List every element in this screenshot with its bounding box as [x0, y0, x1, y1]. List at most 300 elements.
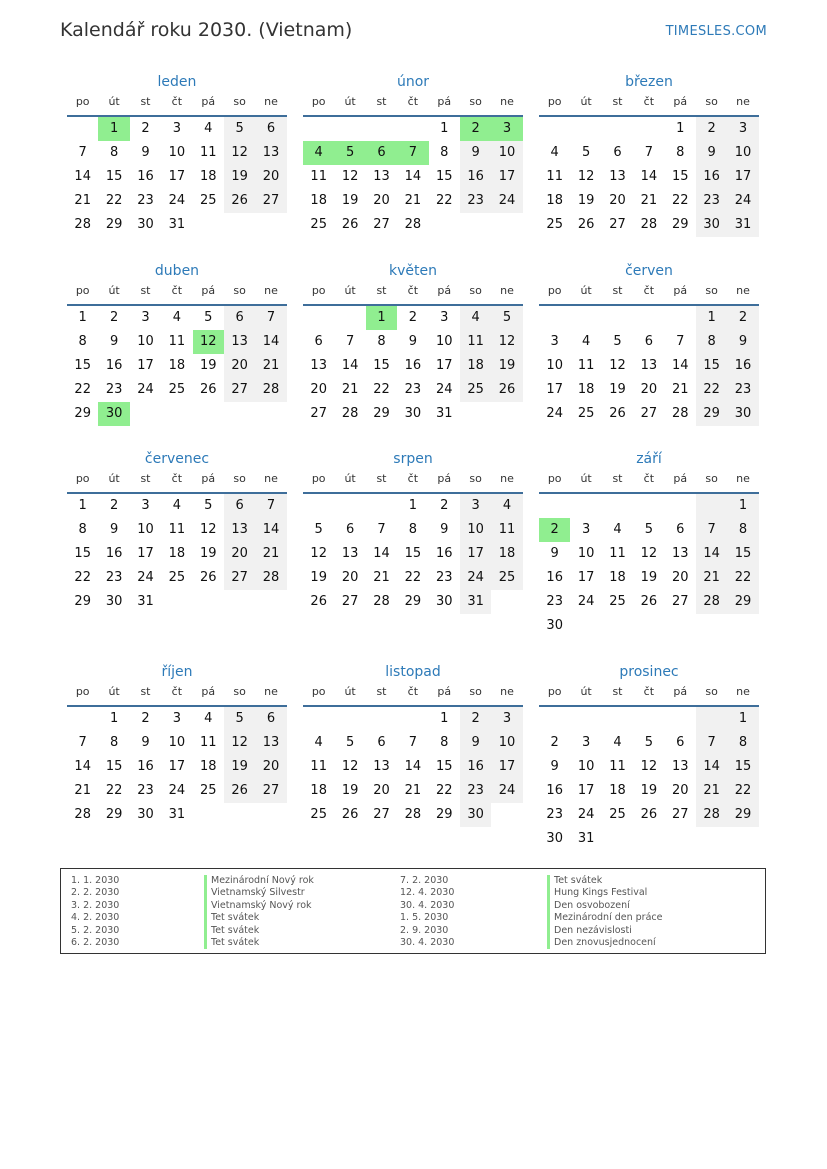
day-cell[interactable]: 30 [435, 594, 453, 609]
day-cell[interactable]: 18 [310, 193, 327, 208]
day-cell[interactable]: 13 [255, 731, 286, 755]
day-cell[interactable]: 8 [676, 145, 685, 160]
day-cell[interactable]: 18 [577, 382, 595, 397]
day-cell[interactable]: 16 [137, 759, 154, 774]
day-cell[interactable]: 11 [546, 169, 563, 184]
day-cell[interactable]: 12 [224, 141, 255, 165]
day-cell[interactable]: 30 [460, 803, 491, 827]
day-cell[interactable]: 21 [696, 566, 727, 590]
day-cell[interactable]: 10 [491, 731, 522, 755]
day-cell[interactable]: 19 [224, 165, 255, 189]
day-cell[interactable]: 18 [168, 546, 186, 561]
day-cell[interactable]: 3 [172, 121, 181, 136]
day-cell[interactable]: 20 [255, 755, 286, 779]
day-cell[interactable]: 26 [199, 570, 217, 585]
day-cell[interactable]: 18 [609, 783, 626, 798]
day-cell[interactable]: 20 [255, 165, 286, 189]
day-cell[interactable]: 25 [168, 570, 186, 585]
day-cell[interactable]: 3 [141, 498, 150, 513]
day-cell[interactable]: 16 [546, 783, 563, 798]
day-cell[interactable]: 8 [440, 735, 449, 750]
day-cell[interactable]: 26 [577, 217, 595, 232]
day-cell[interactable]: 9 [109, 522, 119, 537]
day-cell[interactable]: 28 [373, 594, 390, 609]
day-cell[interactable]: 1 [366, 306, 397, 330]
day-cell[interactable]: 2 [408, 310, 417, 325]
day-cell[interactable]: 11 [199, 145, 217, 160]
day-cell[interactable]: 1 [440, 711, 449, 726]
day-cell[interactable]: 26 [640, 594, 658, 609]
day-cell[interactable]: 11 [168, 522, 186, 537]
day-cell[interactable]: 22 [105, 193, 123, 208]
day-cell[interactable]: 2 [539, 518, 570, 542]
day-cell[interactable]: 21 [255, 354, 286, 378]
day-cell[interactable]: 24 [137, 570, 154, 585]
day-cell[interactable]: 7 [377, 522, 386, 537]
day-cell[interactable]: 2 [696, 117, 727, 141]
day-cell[interactable]: 8 [109, 145, 119, 160]
day-cell[interactable]: 4 [172, 310, 181, 325]
day-cell[interactable]: 1 [98, 117, 129, 141]
day-cell[interactable]: 24 [168, 783, 186, 798]
day-cell[interactable]: 25 [460, 378, 491, 402]
day-cell[interactable]: 17 [168, 169, 186, 184]
day-cell[interactable]: 18 [199, 169, 217, 184]
day-cell[interactable]: 7 [644, 145, 653, 160]
day-cell[interactable]: 25 [546, 217, 563, 232]
day-cell[interactable]: 5 [644, 522, 653, 537]
day-cell[interactable]: 19 [310, 570, 327, 585]
day-cell[interactable]: 14 [404, 169, 422, 184]
day-cell[interactable]: 26 [609, 406, 626, 421]
day-cell[interactable]: 13 [310, 358, 327, 373]
day-cell[interactable]: 3 [727, 117, 758, 141]
day-cell[interactable]: 18 [460, 354, 491, 378]
day-cell[interactable]: 25 [609, 807, 626, 822]
day-cell[interactable]: 4 [172, 498, 181, 513]
day-cell[interactable]: 26 [491, 378, 522, 402]
day-cell[interactable]: 25 [577, 406, 595, 421]
day-cell[interactable]: 2 [141, 121, 150, 136]
day-cell[interactable]: 3 [581, 522, 591, 537]
day-cell[interactable]: 28 [341, 406, 359, 421]
day-cell[interactable]: 28 [404, 807, 422, 822]
day-cell[interactable]: 11 [460, 330, 491, 354]
day-cell[interactable]: 20 [640, 382, 658, 397]
day-cell[interactable]: 24 [727, 189, 758, 213]
day-cell[interactable]: 3 [141, 310, 150, 325]
day-cell[interactable]: 9 [141, 145, 150, 160]
day-cell[interactable]: 25 [310, 807, 327, 822]
day-cell[interactable]: 16 [546, 570, 563, 585]
day-cell[interactable]: 8 [377, 334, 386, 349]
day-cell[interactable]: 4 [204, 121, 213, 136]
day-cell[interactable]: 26 [341, 217, 359, 232]
day-cell[interactable]: 26 [310, 594, 327, 609]
day-cell[interactable]: 2 [550, 735, 559, 750]
day-cell[interactable]: 16 [460, 755, 491, 779]
day-cell[interactable]: 6 [676, 735, 685, 750]
day-cell[interactable]: 23 [435, 570, 453, 585]
day-cell[interactable]: 6 [613, 145, 622, 160]
day-cell[interactable]: 5 [314, 522, 323, 537]
day-cell[interactable]: 28 [640, 217, 658, 232]
day-cell[interactable]: 7 [696, 518, 727, 542]
day-cell[interactable]: 28 [696, 590, 727, 614]
day-cell[interactable]: 5 [204, 310, 213, 325]
day-cell[interactable]: 27 [373, 807, 390, 822]
day-cell[interactable]: 13 [224, 330, 255, 354]
day-cell[interactable]: 15 [435, 759, 453, 774]
day-cell[interactable]: 24 [460, 566, 491, 590]
day-cell[interactable]: 24 [491, 189, 522, 213]
day-cell[interactable]: 8 [78, 522, 87, 537]
day-cell[interactable]: 22 [74, 570, 91, 585]
day-cell[interactable]: 12 [341, 169, 359, 184]
day-cell[interactable]: 10 [168, 145, 186, 160]
day-cell[interactable]: 4 [550, 145, 559, 160]
day-cell[interactable]: 17 [491, 755, 522, 779]
day-cell[interactable]: 15 [696, 354, 727, 378]
day-cell[interactable]: 23 [404, 382, 422, 397]
day-cell[interactable]: 10 [168, 735, 186, 750]
day-cell[interactable]: 2 [109, 310, 119, 325]
day-cell[interactable]: 7 [255, 306, 286, 330]
day-cell[interactable]: 5 [491, 306, 522, 330]
day-cell[interactable]: 23 [105, 382, 123, 397]
day-cell[interactable]: 1 [727, 494, 758, 518]
day-cell[interactable]: 15 [74, 358, 91, 373]
day-cell[interactable]: 2 [440, 498, 449, 513]
day-cell[interactable]: 9 [109, 334, 119, 349]
day-cell[interactable]: 10 [577, 546, 595, 561]
day-cell[interactable]: 3 [440, 310, 449, 325]
brand-logo[interactable]: TIMESLES.COM [665, 24, 767, 39]
day-cell[interactable]: 17 [546, 382, 563, 397]
day-cell[interactable]: 29 [105, 217, 123, 232]
day-cell[interactable]: 12 [609, 358, 626, 373]
day-cell[interactable]: 6 [255, 117, 286, 141]
day-cell[interactable]: 1 [78, 310, 87, 325]
day-cell[interactable]: 8 [727, 731, 758, 755]
day-cell[interactable]: 9 [460, 141, 491, 165]
day-cell[interactable]: 20 [341, 570, 359, 585]
day-cell[interactable]: 20 [609, 193, 626, 208]
day-cell[interactable]: 23 [137, 193, 154, 208]
day-cell[interactable]: 26 [640, 807, 658, 822]
day-cell[interactable]: 10 [491, 141, 522, 165]
day-cell[interactable]: 6 [224, 306, 255, 330]
day-cell[interactable]: 29 [105, 807, 123, 822]
day-cell[interactable]: 19 [640, 783, 658, 798]
day-cell[interactable]: 18 [310, 783, 327, 798]
day-cell[interactable]: 7 [255, 494, 286, 518]
day-cell[interactable]: 5 [334, 141, 365, 165]
day-cell[interactable]: 28 [696, 803, 727, 827]
day-cell[interactable]: 27 [224, 378, 255, 402]
day-cell[interactable]: 24 [546, 406, 563, 421]
day-cell[interactable]: 29 [727, 590, 758, 614]
day-cell[interactable]: 11 [199, 735, 217, 750]
day-cell[interactable]: 1 [696, 306, 727, 330]
day-cell[interactable]: 22 [696, 378, 727, 402]
day-cell[interactable]: 19 [199, 546, 217, 561]
day-cell[interactable]: 14 [640, 169, 658, 184]
day-cell[interactable]: 26 [224, 779, 255, 803]
day-cell[interactable]: 16 [137, 169, 154, 184]
day-cell[interactable]: 31 [137, 594, 154, 609]
day-cell[interactable]: 22 [435, 193, 453, 208]
day-cell[interactable]: 7 [696, 731, 727, 755]
day-cell[interactable]: 18 [491, 542, 522, 566]
day-cell[interactable]: 2 [460, 707, 491, 731]
day-cell[interactable]: 27 [341, 594, 359, 609]
day-cell[interactable]: 12 [577, 169, 595, 184]
day-cell[interactable]: 28 [255, 566, 286, 590]
day-cell[interactable]: 14 [341, 358, 359, 373]
day-cell[interactable]: 6 [255, 707, 286, 731]
day-cell[interactable]: 27 [609, 217, 626, 232]
day-cell[interactable]: 27 [224, 566, 255, 590]
day-cell[interactable]: 21 [696, 779, 727, 803]
day-cell[interactable]: 30 [404, 406, 422, 421]
day-cell[interactable]: 30 [546, 831, 563, 846]
day-cell[interactable]: 15 [727, 755, 758, 779]
day-cell[interactable]: 13 [671, 546, 689, 561]
day-cell[interactable]: 19 [199, 358, 217, 373]
day-cell[interactable]: 3 [491, 117, 522, 141]
day-cell[interactable]: 28 [404, 217, 422, 232]
day-cell[interactable]: 10 [727, 141, 758, 165]
day-cell[interactable]: 4 [581, 334, 591, 349]
day-cell[interactable]: 21 [74, 783, 91, 798]
day-cell[interactable]: 3 [172, 711, 181, 726]
day-cell[interactable]: 29 [727, 803, 758, 827]
day-cell[interactable]: 27 [671, 594, 689, 609]
day-cell[interactable]: 13 [224, 518, 255, 542]
day-cell[interactable]: 31 [577, 831, 595, 846]
day-cell[interactable]: 23 [137, 783, 154, 798]
day-cell[interactable]: 10 [137, 334, 154, 349]
day-cell[interactable]: 21 [640, 193, 658, 208]
day-cell[interactable]: 2 [727, 306, 758, 330]
day-cell[interactable]: 12 [640, 546, 658, 561]
day-cell[interactable]: 13 [609, 169, 626, 184]
day-cell[interactable]: 24 [491, 779, 522, 803]
day-cell[interactable]: 28 [74, 807, 91, 822]
day-cell[interactable]: 16 [727, 354, 758, 378]
day-cell[interactable]: 8 [408, 522, 417, 537]
day-cell[interactable]: 5 [644, 735, 653, 750]
day-cell[interactable]: 24 [168, 193, 186, 208]
day-cell[interactable]: 24 [577, 807, 595, 822]
day-cell[interactable]: 15 [74, 546, 91, 561]
day-cell[interactable]: 23 [546, 807, 563, 822]
day-cell[interactable]: 23 [105, 570, 123, 585]
day-cell[interactable]: 26 [199, 382, 217, 397]
day-cell[interactable]: 11 [577, 358, 595, 373]
day-cell[interactable]: 2 [141, 711, 150, 726]
day-cell[interactable]: 2 [109, 498, 119, 513]
day-cell[interactable]: 17 [137, 358, 154, 373]
day-cell[interactable]: 19 [491, 354, 522, 378]
day-cell[interactable]: 18 [609, 570, 626, 585]
day-cell[interactable]: 14 [373, 546, 390, 561]
day-cell[interactable]: 13 [373, 759, 390, 774]
day-cell[interactable]: 23 [696, 189, 727, 213]
day-cell[interactable]: 15 [105, 759, 123, 774]
day-cell[interactable]: 9 [727, 330, 758, 354]
day-cell[interactable]: 28 [671, 406, 689, 421]
day-cell[interactable]: 20 [310, 382, 327, 397]
day-cell[interactable]: 3 [550, 334, 559, 349]
day-cell[interactable]: 7 [676, 334, 685, 349]
day-cell[interactable]: 30 [546, 618, 563, 633]
day-cell[interactable]: 25 [199, 193, 217, 208]
day-cell[interactable]: 31 [435, 406, 453, 421]
day-cell[interactable]: 21 [404, 783, 422, 798]
day-cell[interactable]: 20 [224, 354, 255, 378]
day-cell[interactable]: 16 [696, 165, 727, 189]
day-cell[interactable]: 2 [460, 117, 491, 141]
day-cell[interactable]: 29 [74, 406, 91, 421]
day-cell[interactable]: 15 [373, 358, 390, 373]
day-cell[interactable]: 27 [640, 406, 658, 421]
day-cell[interactable]: 1 [109, 711, 119, 726]
day-cell[interactable]: 15 [404, 546, 422, 561]
day-cell[interactable]: 4 [613, 735, 622, 750]
day-cell[interactable]: 6 [224, 494, 255, 518]
day-cell[interactable]: 6 [366, 141, 397, 165]
day-cell[interactable]: 17 [168, 759, 186, 774]
day-cell[interactable]: 19 [341, 193, 359, 208]
day-cell[interactable]: 30 [137, 217, 154, 232]
day-cell[interactable]: 23 [460, 779, 491, 803]
day-cell[interactable]: 20 [671, 570, 689, 585]
day-cell[interactable]: 15 [671, 169, 689, 184]
day-cell[interactable]: 10 [460, 518, 491, 542]
day-cell[interactable]: 21 [74, 193, 91, 208]
day-cell[interactable]: 4 [303, 141, 334, 165]
day-cell[interactable]: 19 [577, 193, 595, 208]
day-cell[interactable]: 13 [373, 169, 390, 184]
day-cell[interactable]: 4 [613, 522, 622, 537]
day-cell[interactable]: 13 [255, 141, 286, 165]
day-cell[interactable]: 9 [550, 546, 559, 561]
day-cell[interactable]: 6 [644, 334, 653, 349]
day-cell[interactable]: 21 [341, 382, 359, 397]
day-cell[interactable]: 16 [105, 546, 123, 561]
day-cell[interactable]: 3 [491, 707, 522, 731]
day-cell[interactable]: 26 [341, 807, 359, 822]
day-cell[interactable]: 4 [204, 711, 213, 726]
day-cell[interactable]: 12 [199, 522, 217, 537]
day-cell[interactable]: 24 [137, 382, 154, 397]
day-cell[interactable]: 19 [341, 783, 359, 798]
day-cell[interactable]: 5 [204, 498, 213, 513]
day-cell[interactable]: 9 [408, 334, 417, 349]
day-cell[interactable]: 24 [577, 594, 595, 609]
day-cell[interactable]: 3 [460, 494, 491, 518]
day-cell[interactable]: 15 [727, 542, 758, 566]
day-cell[interactable]: 14 [255, 330, 286, 354]
day-cell[interactable]: 29 [373, 406, 390, 421]
day-cell[interactable]: 14 [74, 169, 91, 184]
day-cell[interactable]: 11 [609, 546, 626, 561]
day-cell[interactable]: 19 [224, 755, 255, 779]
day-cell[interactable]: 19 [640, 570, 658, 585]
day-cell[interactable]: 5 [613, 334, 622, 349]
day-cell[interactable]: 31 [168, 217, 186, 232]
day-cell[interactable]: 9 [696, 141, 727, 165]
day-cell[interactable]: 14 [404, 759, 422, 774]
day-cell[interactable]: 27 [255, 779, 286, 803]
day-cell[interactable]: 25 [609, 594, 626, 609]
day-cell[interactable]: 11 [310, 169, 327, 184]
day-cell[interactable]: 11 [310, 759, 327, 774]
day-cell[interactable]: 8 [440, 145, 449, 160]
day-cell[interactable]: 15 [435, 169, 453, 184]
day-cell[interactable]: 17 [491, 165, 522, 189]
day-cell[interactable]: 29 [74, 594, 91, 609]
day-cell[interactable]: 30 [98, 402, 129, 426]
day-cell[interactable]: 16 [435, 546, 453, 561]
day-cell[interactable]: 12 [640, 759, 658, 774]
day-cell[interactable]: 11 [609, 759, 626, 774]
day-cell[interactable]: 20 [373, 783, 390, 798]
day-cell[interactable]: 29 [671, 217, 689, 232]
day-cell[interactable]: 9 [460, 731, 491, 755]
day-cell[interactable]: 5 [224, 707, 255, 731]
day-cell[interactable]: 21 [404, 193, 422, 208]
day-cell[interactable]: 4 [491, 494, 522, 518]
day-cell[interactable]: 5 [581, 145, 591, 160]
day-cell[interactable]: 12 [341, 759, 359, 774]
day-cell[interactable]: 15 [105, 169, 123, 184]
day-cell[interactable]: 31 [727, 213, 758, 237]
day-cell[interactable]: 27 [255, 189, 286, 213]
day-cell[interactable]: 7 [78, 145, 87, 160]
day-cell[interactable]: 17 [577, 570, 595, 585]
day-cell[interactable]: 16 [105, 358, 123, 373]
day-cell[interactable]: 9 [141, 735, 150, 750]
day-cell[interactable]: 21 [255, 542, 286, 566]
day-cell[interactable]: 8 [78, 334, 87, 349]
day-cell[interactable]: 10 [137, 522, 154, 537]
day-cell[interactable]: 7 [408, 735, 417, 750]
day-cell[interactable]: 22 [105, 783, 123, 798]
day-cell[interactable]: 18 [199, 759, 217, 774]
day-cell[interactable]: 6 [345, 522, 355, 537]
day-cell[interactable]: 16 [404, 358, 422, 373]
day-cell[interactable]: 7 [78, 735, 87, 750]
day-cell[interactable]: 13 [671, 759, 689, 774]
day-cell[interactable]: 1 [408, 498, 417, 513]
day-cell[interactable]: 30 [727, 402, 758, 426]
day-cell[interactable]: 1 [727, 707, 758, 731]
day-cell[interactable]: 8 [696, 330, 727, 354]
day-cell[interactable]: 9 [550, 759, 559, 774]
day-cell[interactable]: 14 [74, 759, 91, 774]
day-cell[interactable]: 31 [460, 590, 491, 614]
day-cell[interactable]: 14 [696, 755, 727, 779]
day-cell[interactable]: 29 [404, 594, 422, 609]
day-cell[interactable]: 10 [546, 358, 563, 373]
day-cell[interactable]: 28 [255, 378, 286, 402]
day-cell[interactable]: 20 [373, 193, 390, 208]
day-cell[interactable]: 6 [314, 334, 323, 349]
day-cell[interactable]: 1 [78, 498, 87, 513]
